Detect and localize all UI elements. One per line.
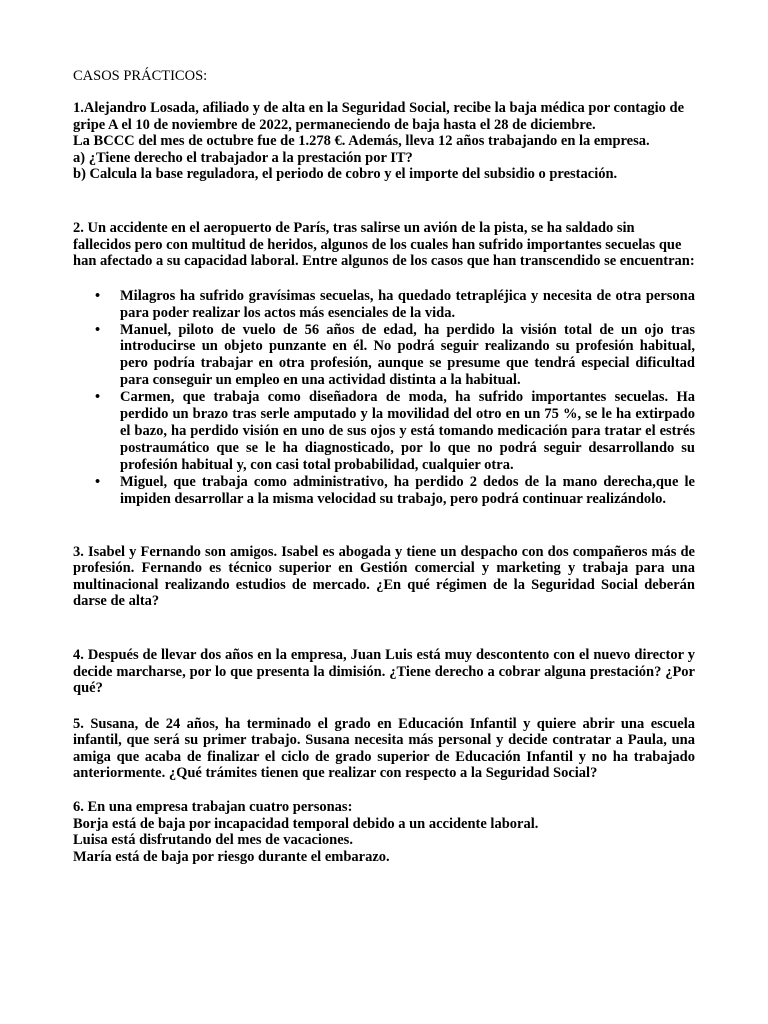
bullet-icon: • xyxy=(95,321,101,338)
case-6-line: María está de baja por riesgo durante el embarazo. xyxy=(73,848,390,865)
list-item xyxy=(73,474,695,508)
case-1-line-2: La BCCC del mes de octubre fue de 1.278 €. Además, lleva 12 años trabajando en la empresa. xyxy=(73,133,650,150)
list-item-text: Carmen, que trabaja como diseñadora de moda, ha sufrido importantes secuelas. Ha perdido un brazo tras serle amputado y la movilidad del otro en un 75 %, se le ha extirpado el bazo, ha perdido visión en uno de sus ojos y está tomando medicación para tratar el estrés postraumático que se le ha diagnosticado, por lo que no podrá seguir desarrollando su profesión habitual y, con casi total probabilidad, cualquier otra. xyxy=(120,389,695,473)
list-item-text: Miguel, que trabaja como administrativo, ha perdido 2 dedos de la mano derecha,que le impiden desarrollar a la misma velocidad su trabajo, pero podrá continuar realizándolo. xyxy=(120,473,695,507)
list-item-text: Manuel, piloto de vuelo de 56 años de edad, ha perdido la visión total de un ojo tras introducirse un objeto punzante en él. No podrá seguir realizando su profesión habitual, pero podría trabajar en otra profesión, aunque se presume que tendrá especial dificultad para conseguir un empleo en una actividad distinta a la habitual. xyxy=(120,321,695,389)
page-title: CASOS PRÁCTICOS: xyxy=(73,68,208,84)
bullet-icon: • xyxy=(95,389,101,406)
case-5: 5. Susana, de 24 años, ha terminado el grado en Educación Infantil y quiere abrir una escuela infantil, que será su primer trabajo. Susana necesita más personal y decide contratar a Paula, una amiga que acaba de finalizar el ciclo de grado superior de Educación Infantil y no ha trabajado anteriormente. ¿Qué trámites tienen que realizar con respecto a la Seguridad Social? xyxy=(73,715,695,782)
case-6-line: Borja está de baja por incapacidad temporal debido a un accidente laboral. xyxy=(73,815,539,832)
case-2-intro: 2. Un accidente en el aeropuerto de París, tras salirse un avión de la pista, se ha saldado sin fallecidos pero con multitud de heridos, algunos de los cuales han sufrido importantes secuelas que han afectado a su capacidad laboral. Entre algunos de los casos que han transcendido se encuentran: xyxy=(73,219,695,270)
case-1-question-a: a) ¿Tiene derecho el trabajador a la prestación por IT? xyxy=(73,149,413,166)
case-2-list xyxy=(73,288,695,508)
case-6 xyxy=(73,799,695,865)
list-item xyxy=(73,288,695,322)
case-1 xyxy=(73,100,695,183)
case-3: 3. Isabel y Fernando son amigos. Isabel es abogada y tiene un despacho con dos compañeros más de profesión. Fernando es técnico superior en Gestión comercial y marketing y trabaja para una multinacional realizando estudios de mercado. ¿En qué régimen de la Seguridad Social deberán darse de alta? xyxy=(73,543,695,610)
case-6-intro: 6. En una empresa trabajan cuatro personas: xyxy=(73,799,353,816)
case-1-question-b: b) Calcula la base reguladora, el periodo de cobro y el importe del subsidio o prestación. xyxy=(73,166,618,183)
case-1-paragraph: 1.Alejandro Losada, afiliado y de alta en la Seguridad Social, recibe la baja médica por contagio de gripe A el 10 de noviembre de 2022, permaneciendo de baja hasta el 28 de diciembre. xyxy=(73,100,685,133)
bullet-icon: • xyxy=(95,287,101,304)
list-item xyxy=(73,322,695,390)
bullet-icon: • xyxy=(95,473,101,490)
case-4: 4. Después de llevar dos años en la empresa, Juan Luis está muy descontento con el nuevo director y decide marcharse, por lo que presenta la dimisión. ¿Tiene derecho a cobrar alguna prestación? ¿Por qué? xyxy=(73,646,695,697)
list-item xyxy=(73,389,695,474)
document-page xyxy=(73,68,695,865)
case-6-line: Luisa está disfrutando del mes de vacaciones. xyxy=(73,832,353,849)
list-item-text: Milagros ha sufrido gravísimas secuelas, ha quedado tetrapléjica y necesita de otra persona para poder realizar los actos más esenciales de la vida. xyxy=(120,287,695,321)
